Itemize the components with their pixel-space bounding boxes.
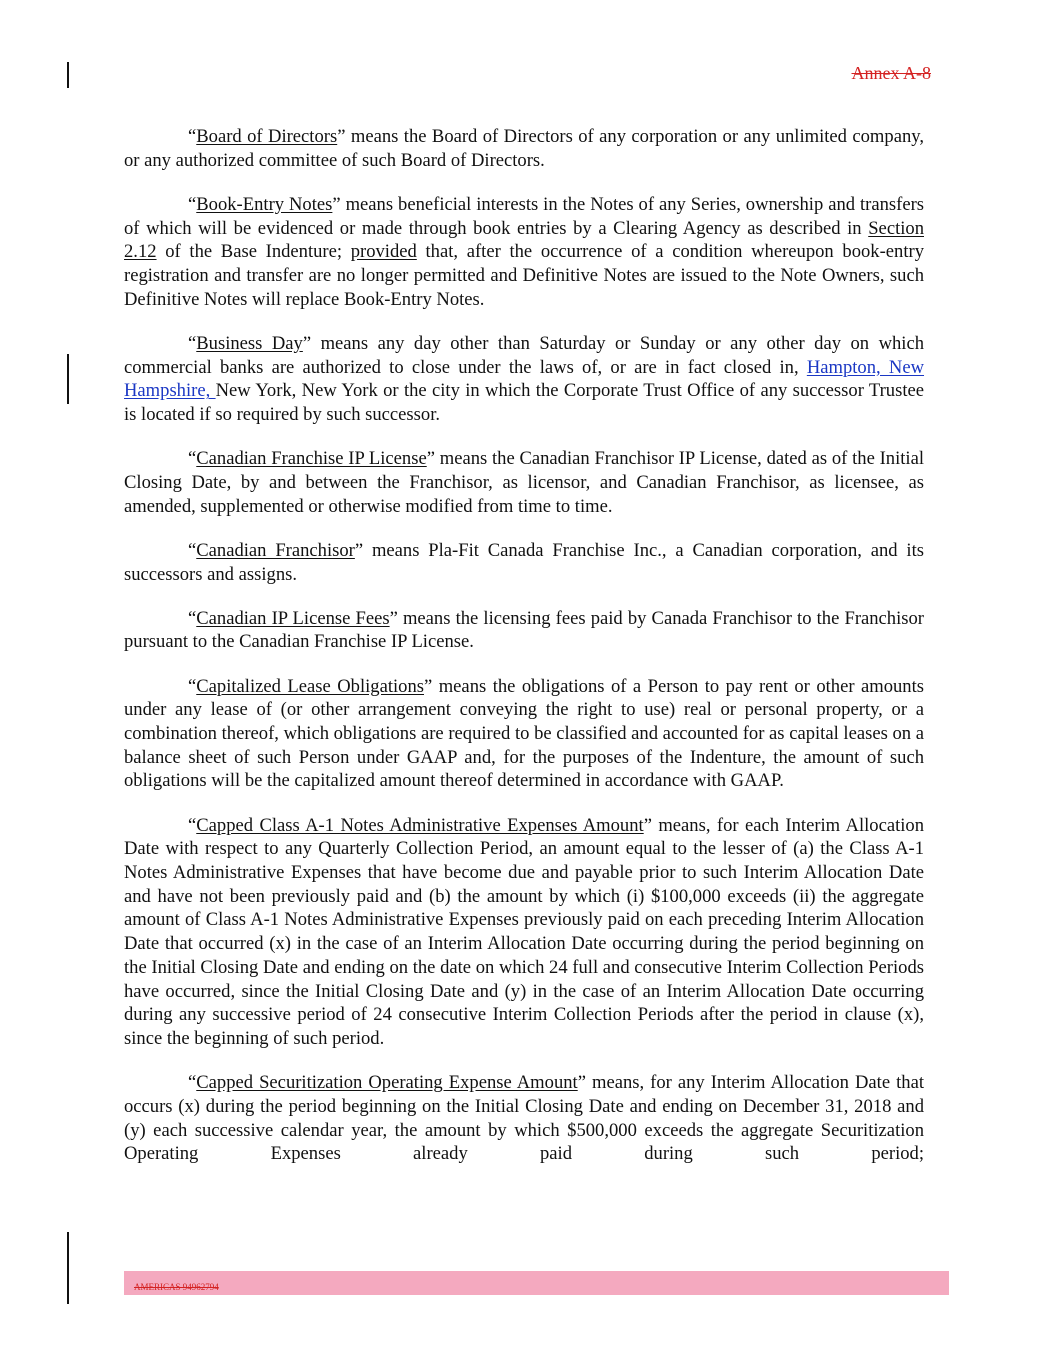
defined-term: Capped Class A-1 Notes Administrative Expenses Amount (196, 814, 644, 836)
definition-canadian-ip-license-fees: “Canadian IP License Fees” means the licensing fees paid by Canada Franchisor to the Franchisor pursuant to the Canadian Franchise IP License. (124, 607, 924, 653)
footer-band (124, 1271, 949, 1295)
change-bar-business-day (67, 354, 69, 404)
definition-book-entry-notes: “Book-Entry Notes” means beneficial interests in the Notes of any Series, ownership and transfers of which will be evidenced or made through book entries by a Clearing Agency as described in Section 2.12 of the Base Indenture; provided that, after the occurrence of a condition whereupon book-entry registration and transfer are no longer permitted and Definitive Notes are issued to the Note Owners, such Definitive Notes will replace Book-Entry Notes. (124, 193, 924, 310)
definition-capitalized-lease-obligations: “Capitalized Lease Obligations” means the obligations of a Person to pay rent or other amounts under any lease of (or other arrangement conveying the right to use) real or personal property, or a combination thereof, which obligations are required to be classified and accounted for as capital leases on a balance sheet of such Person under GAAP and, for the purposes of the Indenture, the amount of such obligations will be the capitalized amount thereof determined in accordance with GAAP. (124, 675, 924, 792)
defined-term: Canadian IP License Fees (196, 607, 390, 629)
definitions-body (124, 125, 924, 1166)
document-id: AMERICAS 94962794 (134, 1282, 219, 1292)
defined-term: Board of Directors (196, 126, 338, 147)
definition-capped-class-a1-admin-expenses: “Capped Class A-1 Notes Administrative Expenses Amount” means, for each Interim Allocation Date with respect to any Quarterly Collection Period, an amount equal to the lesser of (a) the Class A-1 Notes Administrative Expenses that have become due and payable prior to such Interim Allocation Date and have not been previously paid and (b) the amount by which (i) $100,000 exceeds (ii) the aggregate amount of Class A-1 Notes Administrative Expenses previously paid on each preceding Interim Allocation Date that occurred (x) in the case of an Interim Allocation Date occurring during the period beginning on the Initial Closing Date and ending on the date on which 24 full and consecutive Interim Collection Periods have occurred, since the Initial Closing Date and (y) in the case of an Interim Allocation Date occurring during any successive period of 24 consecutive Interim Collection Periods after the period in clause (x), since the beginning of such period. (124, 814, 925, 1049)
definition-business-day: “Business Day” means any day other than Saturday or Sunday or any other day on which commercial banks are authorized to close under the laws of, or are in fact closed in, Hampton, New Hampshire, New York, New York or the city in which the Corporate Trust Office of any successor Trustee is located if so required by such successor. (124, 332, 925, 426)
defined-term: Business Day (196, 332, 303, 354)
definition-board-of-directors: “Board of Directors” means the Board of Directors of any corporation or any unlimited company, or any authorized committee of such Board of Directors. (124, 126, 924, 171)
defined-term: Canadian Franchise IP License (196, 448, 427, 470)
defined-term: Canadian Franchisor (196, 539, 355, 561)
inserted-text: Hampton, New Hampshire, (124, 356, 925, 402)
defined-term: Capped Securitization Operating Expense Amount (196, 1072, 578, 1094)
definition-canadian-franchisor: “Canadian Franchisor” means Pla-Fit Canada Franchise Inc., a Canadian corporation, and its successors and assigns. (124, 539, 924, 585)
annex-label: Annex A-8 (851, 63, 931, 83)
change-bar-footer (67, 1232, 69, 1304)
defined-term: Capitalized Lease Obligations (196, 675, 424, 697)
definition-capped-securitization-operating-expense: “Capped Securitization Operating Expense Amount” means, for any Interim Allocation Date that occurs (x) during the period beginning on the Initial Closing Date and ending on December 31, 2018 and (y) each successive calendar year, the amount by which $500,000 exceeds the aggregate Securitization Operating Expenses already paid during such period; (124, 1072, 924, 1165)
definition-canadian-franchise-ip-license: “Canadian Franchise IP License” means the Canadian Franchisor IP License, dated as of the Initial Closing Date, by and between the Franchisor, as licensor, and Canadian Franchisor, as licensee, as amended, supplemented or otherwise modified from time to time. (124, 448, 924, 517)
provided-proviso: provided (350, 241, 417, 263)
change-bar-header (67, 62, 69, 88)
defined-term: Book-Entry Notes (196, 193, 333, 215)
section-reference: Section 2.12 (124, 217, 924, 263)
